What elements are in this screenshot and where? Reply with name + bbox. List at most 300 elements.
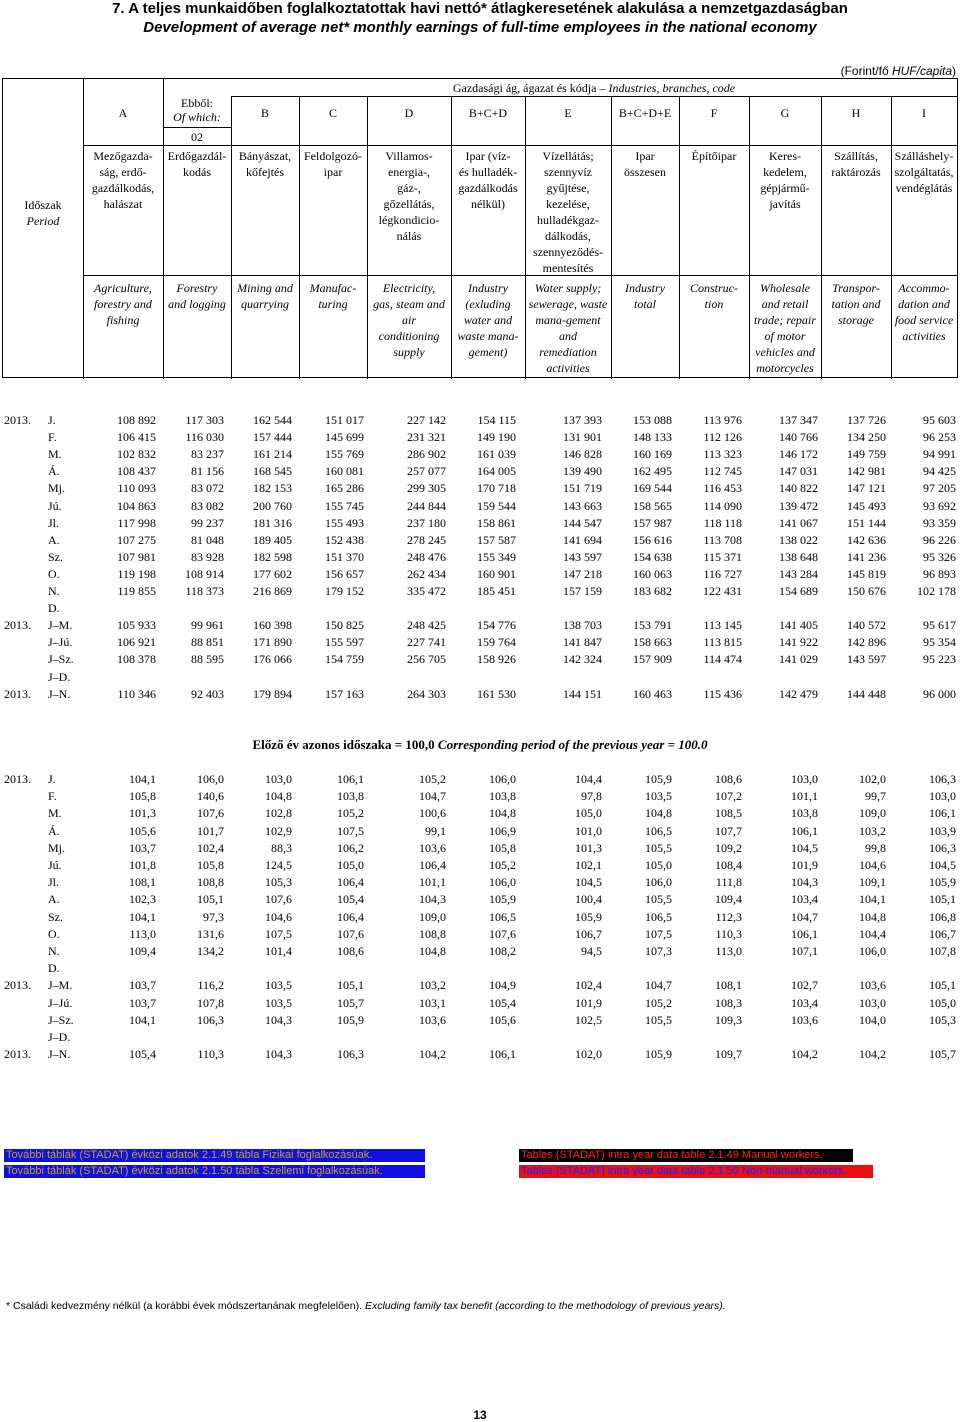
table-cell: 104,6 [265, 909, 292, 924]
row-period: Sz. [48, 549, 63, 564]
table-cell: 95 617 [923, 618, 956, 633]
link-stadat-2-1-50-hu[interactable]: További táblák (STADAT) évközi adatok 2.1.50 tábla Szellemi foglalkozásúak. [4, 1165, 425, 1178]
table-cell: 106,3 [337, 1047, 364, 1062]
row-period: F. [48, 789, 57, 804]
table-row [0, 429, 960, 446]
table-cell: 105,0 [645, 858, 672, 872]
table-cell: 83 072 [191, 481, 224, 496]
column-name-hu: Ipar összesen [624, 149, 666, 179]
table-cell: 103,4 [791, 995, 818, 1010]
row-period: Jl. [48, 875, 60, 890]
table-cell: 143 663 [563, 498, 602, 513]
table-cell: 141 029 [779, 652, 818, 667]
table-cell: 112 126 [703, 430, 742, 445]
table-cell: 93 692 [923, 498, 956, 513]
table-cell: 237 180 [407, 515, 446, 530]
table-cell: 107,3 [645, 944, 672, 958]
table-cell: 107 981 [117, 549, 156, 564]
table-cell: 335 472 [407, 584, 446, 598]
table-cell: 278 245 [407, 532, 446, 547]
table-row [0, 446, 960, 463]
table-cell: 153 088 [633, 413, 672, 427]
row-year: 2013. [4, 686, 31, 701]
table-cell: 96 000 [923, 686, 956, 701]
column-name-hu: Mezőgazda- ság, erdő- gazdálkodás, halászat [91, 149, 155, 211]
table-cell: 114 090 [703, 498, 742, 513]
link-stadat-2-1-49-en[interactable]: Tables (STADAT) intra year data table 2.1.49 Manual workers. [519, 1149, 853, 1162]
table-cell: 113,0 [129, 926, 156, 941]
table-cell: 97,3 [203, 909, 224, 924]
row-period: J. [48, 772, 56, 786]
table-cell: 83 237 [191, 447, 224, 462]
table-cell: 160 063 [633, 566, 672, 581]
table-cell: 216 869 [253, 584, 292, 598]
table-cell: 88,3 [271, 840, 292, 855]
table-cell: 117 303 [185, 413, 224, 427]
table-cell: 105,4 [129, 1047, 156, 1062]
table-header [2, 78, 958, 378]
table-cell: 200 760 [253, 498, 292, 513]
table-cell: 113 145 [703, 618, 742, 633]
table-cell: 105,5 [645, 1012, 672, 1027]
table-row [0, 617, 960, 634]
table-cell: 106,4 [419, 858, 446, 872]
table-row [0, 823, 960, 840]
table-cell: 108 914 [185, 566, 224, 581]
row-period: J–N. [48, 686, 71, 701]
table-cell: 151 370 [325, 549, 364, 564]
table-cell: 119 198 [117, 566, 156, 581]
table-cell: 101,0 [575, 823, 602, 838]
table-cell: 102,9 [265, 823, 292, 838]
table-cell: 109,0 [419, 909, 446, 924]
table-cell: 160 398 [253, 618, 292, 633]
table-cell: 104,1 [859, 892, 886, 907]
table-cell: 103,0 [265, 772, 292, 786]
section-title [0, 737, 960, 753]
table-cell: 115 371 [703, 549, 742, 564]
table-cell: 107,6 [489, 926, 516, 941]
table-row [0, 771, 960, 788]
table-cell: 183 682 [633, 584, 672, 598]
table-cell: 286 902 [407, 447, 446, 462]
table-row [0, 840, 960, 857]
column-name-hu: Feldolgozó- ipar [304, 149, 362, 179]
table-cell: 104,1 [129, 1012, 156, 1027]
table-cell: 155 769 [325, 447, 364, 462]
table-cell: 142 636 [847, 532, 886, 547]
table-cell: 109,0 [859, 806, 886, 821]
table-cell: 103,0 [791, 772, 818, 786]
table-cell: 104,2 [791, 1047, 818, 1062]
table-row [0, 995, 960, 1012]
table-cell: 88 595 [191, 652, 224, 667]
period-label-hu: Időszak [24, 198, 62, 212]
table-cell: 244 844 [407, 498, 446, 513]
table-cell: 108 892 [117, 413, 156, 427]
footnote [6, 1300, 726, 1312]
table-row [0, 498, 960, 515]
column-name-hu: Villamos- energia-, gáz-, gőzellátás, légkondicio- nálás [378, 149, 440, 243]
table-cell: 150 825 [325, 618, 364, 633]
table-cell: 141 922 [779, 635, 818, 650]
table-cell: 142 981 [847, 464, 886, 479]
table-cell: 103,6 [419, 1012, 446, 1027]
grid-line [231, 96, 232, 379]
table-cell: 158 861 [477, 515, 516, 530]
row-period: N. [48, 944, 60, 958]
table-cell: 104,3 [419, 892, 446, 907]
table-cell: 105,9 [645, 1047, 672, 1062]
table-row [0, 1046, 960, 1063]
grid-line [83, 79, 84, 379]
link-stadat-2-1-49-hu[interactable]: További táblák (STADAT) évközi adatok 2.1.49 tábla Fizikai foglalkozásúak. [4, 1149, 425, 1162]
table-cell: 103,8 [791, 806, 818, 821]
table-cell: 257 077 [407, 464, 446, 479]
table-cell: 161 039 [477, 447, 516, 462]
table-cell: 144 547 [563, 515, 602, 530]
row-year: 2013. [4, 1047, 31, 1062]
table-cell: 137 347 [779, 413, 818, 427]
table-cell: 105,8 [129, 789, 156, 804]
table-cell: 113,0 [715, 944, 742, 958]
column-name-hu: Építőipar [691, 149, 737, 163]
table-cell: 100,4 [575, 892, 602, 907]
table-row [0, 412, 960, 429]
table-cell: 147 031 [779, 464, 818, 479]
table-cell: 105,8 [197, 858, 224, 872]
table-cell: 140 822 [779, 481, 818, 496]
table-cell: 101,4 [265, 944, 292, 958]
table-cell: 97 205 [923, 481, 956, 496]
table-cell: 227 741 [407, 635, 446, 650]
table-cell: 106,7 [575, 926, 602, 941]
of-which-label-hu: Ebből: [181, 96, 213, 110]
table-cell: 134 250 [847, 430, 886, 445]
row-period: Sz. [48, 909, 63, 924]
table-row [0, 600, 960, 617]
table-cell: 164 005 [477, 464, 516, 479]
table-cell: 103,5 [645, 789, 672, 804]
table-cell: 142 896 [847, 635, 886, 650]
table-cell: 264 303 [407, 686, 446, 701]
table-cell: 155 349 [477, 549, 516, 564]
table-cell: 83 082 [191, 498, 224, 513]
table-cell: 113 323 [703, 447, 742, 462]
table-cell: 145 819 [847, 566, 886, 581]
table-row [0, 549, 960, 566]
code-C: C [328, 106, 337, 120]
table-cell: 110,3 [197, 1047, 224, 1062]
table-cell: 102,3 [129, 892, 156, 907]
table-cell: 124,5 [265, 858, 292, 872]
table-row [0, 943, 960, 960]
row-period: Mj. [48, 481, 66, 496]
table-cell: 106,2 [337, 840, 364, 855]
table-cell: 109,4 [715, 892, 742, 907]
table-cell: 103,0 [859, 995, 886, 1010]
code-H: H [851, 106, 861, 120]
table-cell: 104,8 [419, 944, 446, 958]
row-period: Á. [48, 823, 60, 838]
table-cell: 81 048 [191, 532, 224, 547]
table-cell: 144 448 [847, 686, 886, 701]
table-cell: 104,7 [791, 909, 818, 924]
table-cell: 101,9 [791, 858, 818, 872]
table-cell: 104,8 [265, 789, 292, 804]
row-period: J–M. [48, 978, 73, 993]
row-period: O. [48, 566, 60, 581]
table-cell: 106,7 [929, 926, 956, 941]
column-name-en: Mining and quarrying [237, 281, 293, 311]
table-cell: 105,9 [929, 875, 956, 890]
table-cell: 105,1 [929, 892, 956, 907]
row-period: J–Sz. [48, 652, 74, 667]
code-B: B [260, 106, 269, 120]
table-cell: 96 253 [923, 430, 956, 445]
table-cell: 138 648 [779, 549, 818, 564]
period-label-en: Period [26, 214, 60, 228]
column-name-hu: Erdőgazdál- kodás [167, 149, 227, 179]
table-cell: 105,0 [575, 806, 602, 821]
table-row [0, 891, 960, 908]
footnote-hu: * Családi kedvezmény nélkül (a korábbi évek módszertanának megfelelően). [6, 1300, 363, 1312]
table-cell: 103,5 [265, 995, 292, 1010]
column-name-hu: Bányászat, kőfejtés [238, 149, 292, 179]
table-cell: 155 597 [325, 635, 364, 650]
table-cell: 95 326 [923, 549, 956, 564]
table-cell: 106,0 [645, 875, 672, 890]
table-cell: 105,6 [489, 1012, 516, 1027]
table-cell: 101,8 [129, 858, 156, 872]
table-row [0, 480, 960, 497]
table-cell: 140 572 [847, 618, 886, 633]
table-cell: 106,3 [929, 840, 956, 855]
table-cell: 105,2 [337, 806, 364, 821]
table-cell: 155 493 [325, 515, 364, 530]
page-number: 13 [473, 1408, 487, 1422]
table-cell: 109,1 [859, 875, 886, 890]
table-cell: 118 118 [703, 515, 742, 530]
table-cell: 105,7 [337, 995, 364, 1010]
table-cell: 159 544 [477, 498, 516, 513]
table-cell: 143 597 [563, 549, 602, 564]
table-cell: 155 745 [325, 498, 364, 513]
table-cell: 131 901 [563, 430, 602, 445]
row-period: A. [48, 532, 60, 547]
table-cell: 107,7 [715, 823, 742, 838]
code-D: D [404, 106, 414, 120]
table-cell: 105,6 [129, 823, 156, 838]
table-cell: 108,8 [197, 875, 224, 890]
table-cell: 145 699 [325, 430, 364, 445]
column-name-hu: Ipar (víz- és hulladék- gazdálkodás nélkül) [458, 149, 518, 211]
table-cell: 119 855 [117, 584, 156, 598]
table-cell: 106 921 [117, 635, 156, 650]
table-cell: 141 236 [847, 549, 886, 564]
row-period: J–Sz. [48, 1012, 74, 1027]
table-cell: 148 133 [633, 430, 672, 445]
table-cell: 112 745 [703, 464, 742, 479]
of-which-code: 02 [191, 130, 203, 144]
table-cell: 102 832 [117, 447, 156, 462]
table-row [0, 1012, 960, 1029]
table-cell: 256 705 [407, 652, 446, 667]
section-title-en: Corresponding period of the previous year = 100.0 [437, 737, 708, 752]
row-period: J–D. [48, 669, 71, 684]
table-cell: 157 909 [633, 652, 672, 667]
table-cell: 105 933 [117, 618, 156, 633]
table-cell: 137 393 [563, 413, 602, 427]
table-cell: 94 991 [923, 447, 956, 462]
table-cell: 248 476 [407, 549, 446, 564]
table-cell: 94,5 [581, 944, 602, 958]
table-cell: 104,9 [489, 978, 516, 993]
table-cell: 104,5 [791, 840, 818, 855]
table-cell: 102,8 [265, 806, 292, 821]
table-row [0, 669, 960, 686]
table-cell: 134,2 [197, 944, 224, 958]
code-F: F [710, 106, 718, 120]
table-cell: 103,6 [791, 1012, 818, 1027]
row-period: O. [48, 926, 60, 941]
table-cell: 109,3 [715, 1012, 742, 1027]
code-B-C-D: B+C+D [468, 106, 508, 120]
table-cell: 141 694 [563, 532, 602, 547]
table-cell: 101,9 [575, 995, 602, 1010]
table-cell: 106,1 [337, 772, 364, 786]
table-cell: 262 434 [407, 566, 446, 581]
table-cell: 106,1 [489, 1047, 516, 1062]
table-cell: 102,0 [859, 772, 886, 786]
table-row [0, 874, 960, 891]
table-cell: 157 159 [563, 584, 602, 598]
table-cell: 99,7 [865, 789, 886, 804]
table-cell: 108,3 [715, 995, 742, 1010]
table-cell: 108,6 [715, 772, 742, 786]
table-cell: 122 431 [703, 584, 742, 598]
table-cell: 110 346 [117, 686, 156, 701]
table-row [0, 1029, 960, 1046]
table-cell: 140,6 [197, 789, 224, 804]
table-cell: 104,7 [645, 978, 672, 993]
table-cell: 118 373 [185, 584, 224, 598]
table-cell: 99 961 [191, 618, 224, 633]
column-name-hu: Szállítás, raktározás [831, 149, 881, 179]
table-cell: 104,1 [129, 909, 156, 924]
unit-label [841, 64, 956, 78]
column-name-en: Water supply; sewerage, waste mana-gement and remediation activities [528, 281, 608, 375]
table-cell: 154 776 [477, 618, 516, 633]
table-cell: 151 719 [563, 481, 602, 496]
table-cell: 147 121 [847, 481, 886, 496]
table-cell: 101,3 [575, 840, 602, 855]
table-cell: 141 405 [779, 618, 818, 633]
table-cell: 107,6 [197, 806, 224, 821]
row-period: D. [48, 601, 60, 616]
row-period: Jú. [48, 858, 62, 872]
table-row [0, 926, 960, 943]
table-cell: 104,5 [929, 858, 956, 872]
table-cell: 157 987 [633, 515, 672, 530]
table-cell: 157 587 [477, 532, 516, 547]
table-cell: 179 894 [253, 686, 292, 701]
table-cell: 105,3 [929, 1012, 956, 1027]
table-cell: 108,5 [715, 806, 742, 821]
table-cell: 105,9 [645, 772, 672, 786]
table-cell: 108,8 [419, 926, 446, 941]
table-cell: 104,4 [575, 772, 602, 786]
table-cell: 102,4 [197, 840, 224, 855]
grid-line [83, 145, 957, 146]
table-title-en: Development of average net* monthly earnings of full-time employees in the national economy [143, 19, 817, 36]
table-cell: 103,4 [791, 892, 818, 907]
table-cell: 103,9 [929, 823, 956, 838]
table-cell: 107,1 [791, 944, 818, 958]
table-cell: 151 017 [325, 413, 364, 427]
table-cell: 182 598 [253, 549, 292, 564]
table-cell: 149 190 [477, 430, 516, 445]
table-cell: 117 998 [117, 515, 156, 530]
column-name-en: Agriculture, forestry and fishing [94, 281, 152, 327]
table-cell: 102,5 [575, 1012, 602, 1027]
table-cell: 101,1 [791, 789, 818, 804]
table-cell: 103,6 [419, 840, 446, 855]
table-cell: 106,5 [489, 909, 516, 924]
code-G: G [780, 106, 790, 120]
table-cell: 159 764 [477, 635, 516, 650]
table-cell: 113 976 [703, 413, 742, 427]
table-cell: 227 142 [407, 413, 446, 427]
table-cell: 113 708 [703, 532, 742, 547]
table-cell: 143 597 [847, 652, 886, 667]
table-cell: 102,0 [575, 1047, 602, 1062]
code-A: A [118, 106, 128, 120]
table-cell: 105,5 [645, 892, 672, 907]
table-cell: 142 479 [779, 686, 818, 701]
table-cell: 102,7 [791, 978, 818, 993]
table-cell: 104,2 [419, 1047, 446, 1062]
table-cell: 105,5 [645, 840, 672, 855]
row-period: Jú. [48, 498, 62, 513]
table-cell: 144 151 [563, 686, 602, 701]
table-cell: 151 144 [847, 515, 886, 530]
table-cell: 107,2 [715, 789, 742, 804]
table-cell: 105,2 [419, 772, 446, 786]
table-cell: 116 453 [703, 481, 742, 496]
row-period: J–Jú. [48, 995, 73, 1010]
table-cell: 108,4 [715, 858, 742, 872]
row-period: J. [48, 413, 56, 427]
table-cell: 104 863 [117, 498, 156, 513]
table-cell: 154 759 [325, 652, 364, 667]
table-title-hu: 7. A teljes munkaidőben foglalkoztatottak havi nettó* átlagkeresetének alakulása a nemzetgazdaságban [112, 0, 848, 17]
table-cell: 103,6 [859, 978, 886, 993]
row-period: D. [48, 961, 60, 976]
table-row [0, 463, 960, 480]
table-cell: 109,2 [715, 840, 742, 855]
table-cell: 107,6 [265, 892, 292, 907]
row-period: Jl. [48, 515, 60, 530]
link-stadat-2-1-50-en[interactable]: Tables (STADAT) intra year data table 2.1.50 Non-manual workers. [519, 1165, 873, 1178]
table-cell: 108 437 [117, 464, 156, 479]
table-cell: 107,8 [929, 944, 956, 958]
table-cell: 103,1 [419, 995, 446, 1010]
table-cell: 105,9 [575, 909, 602, 924]
table-cell: 104,3 [791, 875, 818, 890]
table-cell: 171 890 [253, 635, 292, 650]
table-cell: 105,1 [337, 978, 364, 993]
